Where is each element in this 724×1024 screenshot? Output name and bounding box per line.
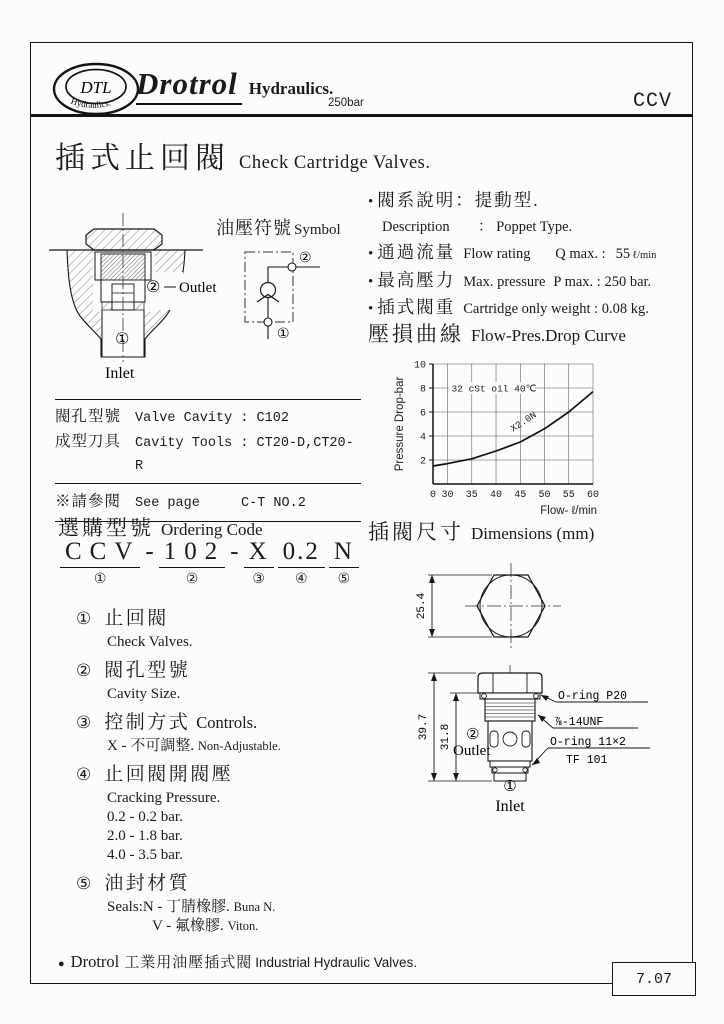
item-zh: 控制方式 xyxy=(104,712,191,733)
spec-pressure-en: Max. pressure xyxy=(463,274,546,290)
series-label: X2.0N xyxy=(508,409,539,435)
code-dash: - xyxy=(230,538,239,565)
see-page-zh: ※請參閱 xyxy=(55,493,122,510)
dimensions-heading xyxy=(368,516,594,546)
table-divider xyxy=(55,483,361,484)
inlet-port-number: ① xyxy=(115,329,130,348)
symbol-boundary xyxy=(245,252,293,322)
code-segment xyxy=(329,538,359,587)
item-subline: Cracking Pressure. xyxy=(107,790,221,806)
arrowhead xyxy=(541,695,549,701)
tools-row-value: Cavity Tools : CT20-D,CT20-R xyxy=(135,436,354,474)
ordering-item xyxy=(76,657,386,685)
code-segment-text: 102 xyxy=(159,538,226,568)
port1-node xyxy=(264,318,272,326)
spec-description xyxy=(368,188,693,215)
item-zh: 油封材質 xyxy=(104,873,191,894)
spec-pressure-value: P max. : 250 bar. xyxy=(553,274,652,290)
symbol-port2-label: ② xyxy=(299,250,312,266)
cavity-row xyxy=(55,405,361,430)
arrow-up xyxy=(429,575,435,583)
seat-left xyxy=(102,302,112,310)
hex-top-view xyxy=(408,558,618,663)
ordering-item xyxy=(76,870,386,898)
inlet-label: Inlet xyxy=(105,365,135,382)
page-title-en: Check Cartridge Valves. xyxy=(239,153,431,173)
outlet-label: Outlet xyxy=(179,280,217,296)
x-axis-label: Flow- ℓ/min xyxy=(540,505,597,517)
x-tick-label: 30 xyxy=(441,490,454,501)
oring-washer xyxy=(480,693,540,699)
spec-flow-value: 55 xyxy=(615,246,631,262)
item-zh: 閥孔型號 xyxy=(104,660,191,681)
page-title xyxy=(55,133,431,177)
x-tick-label: 50 xyxy=(538,490,551,501)
item-number: ② xyxy=(76,661,92,681)
bullet: • xyxy=(368,301,374,317)
y-tick-label: 8 xyxy=(419,384,426,396)
item-subline xyxy=(107,898,386,917)
code-segment-number: ① xyxy=(93,571,107,587)
item-subline xyxy=(152,917,386,936)
y-tick-label: 6 xyxy=(419,408,426,420)
outlet-port-number: ② xyxy=(466,725,480,743)
spec-list xyxy=(368,188,693,322)
code-segment xyxy=(244,538,274,587)
arrow-down xyxy=(429,629,435,637)
code-segment-number: ③ xyxy=(252,571,265,587)
hex-head xyxy=(478,673,542,693)
check-ball xyxy=(261,283,276,298)
symbol-heading-en: Symbol xyxy=(294,222,341,238)
origin-label: 0 xyxy=(429,490,437,501)
spec-description-value: ： Poppet Type. xyxy=(478,219,573,235)
brand-row xyxy=(136,66,333,105)
x-tick-label: 60 xyxy=(586,490,600,501)
item-zh: 止回閥開閥壓 xyxy=(104,764,234,785)
outlet-label: Outlet xyxy=(453,743,491,759)
item-number: ③ xyxy=(76,713,92,733)
see-page-en: See page xyxy=(135,496,200,511)
brand-suffix: Hydraulics. xyxy=(248,79,334,98)
cavity-row-zh: 閥孔型號 xyxy=(55,408,122,425)
spec-pressure-zh: 最高壓力 xyxy=(377,270,456,290)
page-number-box xyxy=(612,962,696,996)
thread-label: ⅞-14UNF xyxy=(555,716,604,729)
valve-cross-section-drawing xyxy=(48,210,226,388)
tools-row-zh: 成型刀具 xyxy=(55,433,122,450)
code-segment xyxy=(159,538,226,587)
y-axis-label: Pressure Drop-bar xyxy=(394,376,406,472)
x-tick-label: 40 xyxy=(490,490,503,501)
item-number: ④ xyxy=(76,765,92,785)
hydraulic-symbol xyxy=(230,242,350,352)
logo-initials: DTL xyxy=(80,78,112,97)
cavity-row-value: Valve Cavity : C102 xyxy=(135,411,289,426)
y-tick-label: 4 xyxy=(419,432,426,444)
code-segment-text: X xyxy=(244,538,274,568)
ordering-item xyxy=(76,605,386,633)
item-number: ⑤ xyxy=(76,874,92,894)
code-segment xyxy=(278,538,325,587)
footer-en: Industrial Hydraulic Valves. xyxy=(255,955,418,970)
inlet-label: Inlet xyxy=(495,798,525,815)
seat-right xyxy=(134,302,144,310)
item-subline: Cavity Size. xyxy=(107,686,181,702)
bullet: • xyxy=(368,274,374,290)
item-subline: 4.0 - 3.5 bar. xyxy=(107,847,183,863)
see-page-value: C-T NO.2 xyxy=(241,496,306,511)
logo-subtext xyxy=(70,96,112,110)
x-tick-label: 55 xyxy=(562,490,575,501)
oil-annotation: 32 cSt oil 40℃ xyxy=(451,383,537,395)
footer-bullet: ● xyxy=(58,958,65,970)
groove-upper xyxy=(490,761,530,767)
y-tick-label: 10 xyxy=(413,360,426,372)
spec-flow xyxy=(368,240,693,268)
tools-row xyxy=(55,430,361,478)
spec-flow-en: Flow rating xyxy=(463,246,531,262)
chart-heading-zh: 壓損曲線 xyxy=(368,322,464,346)
cartridge-side-view xyxy=(398,663,698,818)
spec-description-en xyxy=(382,215,693,240)
outlet-port-number: ② xyxy=(146,277,161,296)
item-subline: Check Valves. xyxy=(107,634,193,650)
series-code: CCV xyxy=(633,90,673,113)
page-number: 7.07 xyxy=(635,970,672,988)
x-tick-label: 45 xyxy=(514,490,527,501)
oring-top-label: O-ring P20 xyxy=(558,690,628,703)
ordering-item-list xyxy=(76,600,386,936)
spec-flow-unit: ℓ/min xyxy=(632,250,657,261)
ordering-heading-zh: 選購型號 xyxy=(58,516,154,540)
dimensions-heading-zh: 插閥尺寸 xyxy=(368,520,464,544)
spec-flow-zh: 通過流量 xyxy=(377,242,456,262)
body-height-dim: 31.8 xyxy=(440,723,452,751)
bullet: • xyxy=(368,194,374,210)
y-tick-label: 2 xyxy=(419,456,426,468)
total-height-dim: 39.7 xyxy=(418,713,430,741)
hex-width-dim: 25.4 xyxy=(416,592,428,620)
chart-heading xyxy=(368,318,626,348)
item-subtext-small: Non-Adjustable. xyxy=(197,739,281,753)
code-segment-text: CCV xyxy=(60,538,140,568)
ordering-code xyxy=(58,538,361,587)
symbol-port1-label: ① xyxy=(277,326,290,342)
oring-bottom-label: O-ring 11×2 xyxy=(550,736,626,749)
spec-description-label: Description xyxy=(382,219,450,235)
symbol-heading-zh: 油壓符號 xyxy=(216,218,292,238)
spec-weight-zh: 插式閥重 xyxy=(377,297,456,317)
spec-description-zh: 閥系說明：提動型. xyxy=(377,190,540,210)
arrow xyxy=(431,673,437,681)
symbol-heading xyxy=(216,214,341,240)
symbol-path-top xyxy=(268,267,288,283)
item-subtext: V - 氟橡膠. xyxy=(152,918,224,934)
code-segment-number: ② xyxy=(185,571,199,587)
header-rule xyxy=(30,114,692,117)
cavity-table xyxy=(55,399,361,522)
code-dash: - xyxy=(145,538,154,565)
arrow xyxy=(431,773,437,781)
item-subtext-small: Viton. xyxy=(227,919,259,933)
item-en: Controls. xyxy=(196,713,258,732)
item-number: ① xyxy=(76,609,92,629)
item-subline: 0.2 - 0.2 bar. xyxy=(107,809,183,825)
inlet-port-number: ① xyxy=(503,777,517,795)
item-subtext: X - 不可調整. xyxy=(107,738,195,754)
page-title-zh: 插式止回閥 xyxy=(55,142,230,175)
valve-body xyxy=(488,721,532,761)
item-subline xyxy=(107,737,386,756)
spec-weight-en: Cartridge only weight : 0.08 kg. xyxy=(463,301,649,317)
x-tick-label: 35 xyxy=(465,490,478,501)
code-segment xyxy=(60,538,140,587)
ordering-heading-en: Ordering Code xyxy=(161,520,263,539)
code-segment-number: ⑤ xyxy=(337,571,351,587)
flow-pressure-drop-chart xyxy=(393,352,628,522)
item-subtext-small: Buna N. xyxy=(233,900,276,914)
port2-node xyxy=(288,263,296,271)
pressure-rating: 250bar xyxy=(328,97,364,109)
dimensions-heading-en: Dimensions (mm) xyxy=(471,524,595,543)
dtl-logo xyxy=(50,60,144,120)
arrowhead xyxy=(532,758,540,765)
spec-flow-q: Q max. : xyxy=(555,246,606,262)
item-zh: 止回閥 xyxy=(104,608,169,629)
arrow xyxy=(453,773,459,781)
plug-head xyxy=(86,229,162,250)
item-subtext: Seals:N - 丁腈橡膠. xyxy=(107,899,230,915)
ordering-item xyxy=(76,709,386,737)
footer-zh: 工業用油壓插式閥 xyxy=(124,955,253,971)
brand-name: Drotrol xyxy=(136,66,242,105)
chart-heading-en: Flow-Pres.Drop Curve xyxy=(471,326,626,345)
logo-subtext-path: Hydraulics. xyxy=(69,95,112,110)
footer-note xyxy=(58,951,417,972)
footer-brand: Drotrol xyxy=(70,952,120,971)
spec-pressure xyxy=(368,268,693,295)
item-subline: 2.0 - 1.8 bar. xyxy=(107,828,183,844)
tf-label: TF 101 xyxy=(566,754,608,767)
code-segment-text: 0.2 xyxy=(278,538,325,568)
code-segment-text: N xyxy=(329,538,359,568)
bullet: • xyxy=(368,246,374,262)
arrow xyxy=(453,693,459,701)
code-segment-number: ④ xyxy=(294,571,308,587)
ordering-item xyxy=(76,761,386,789)
